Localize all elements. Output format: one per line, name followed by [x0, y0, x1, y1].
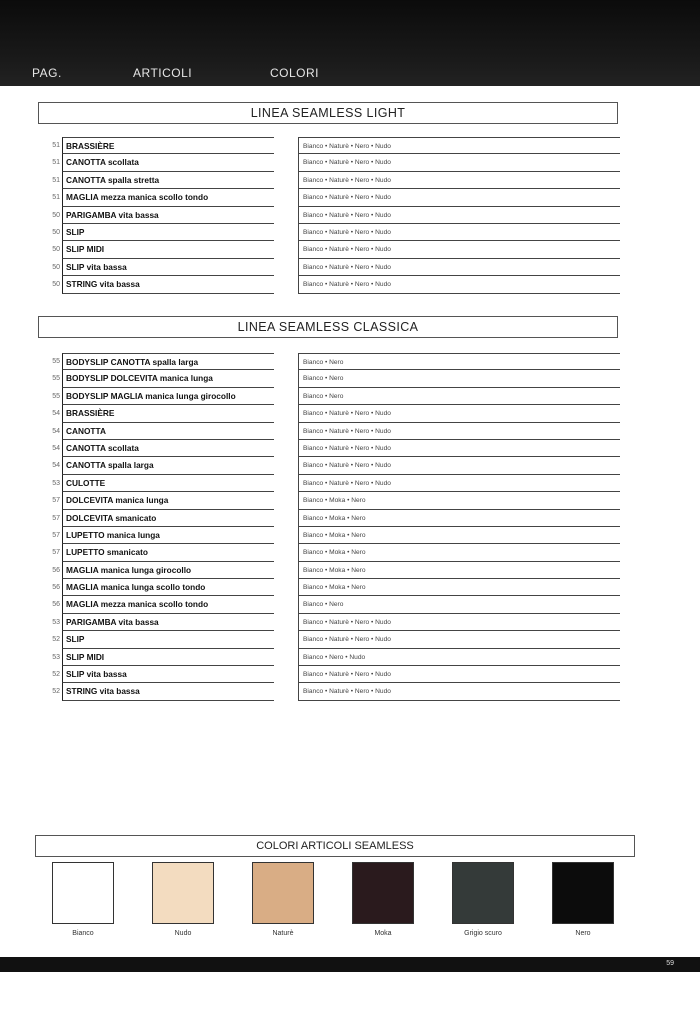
row-article: PARIGAMBA vita bassa — [62, 614, 274, 631]
row-article: CANOTTA spalla larga — [62, 457, 274, 474]
table-row — [38, 353, 620, 370]
table-row — [38, 683, 620, 700]
row-article: DOLCEVITA smanicato — [62, 510, 274, 527]
row-article: CULOTTE — [62, 475, 274, 492]
row-article: BODYSLIP MAGLIA manica lunga girocollo — [62, 388, 274, 405]
row-page: 51 — [52, 176, 60, 184]
color-swatch-label: Bianco — [72, 930, 94, 937]
row-article: CANOTTA scollata — [62, 440, 274, 457]
color-swatch — [352, 862, 414, 924]
row-page: 52 — [52, 688, 60, 696]
row-article: SLIP — [62, 224, 274, 241]
table-row — [38, 492, 620, 509]
row-article: MAGLIA manica lunga scollo tondo — [62, 579, 274, 596]
row-colors: Bianco • Moka • Nero — [298, 579, 620, 596]
row-article: MAGLIA manica lunga girocollo — [62, 562, 274, 579]
row-page: 57 — [52, 514, 60, 522]
row-article: BRASSIÈRE — [62, 405, 274, 422]
row-colors: Bianco • Naturè • Nero • Nudo — [298, 683, 620, 700]
row-page: 57 — [52, 549, 60, 557]
row-page: 50 — [52, 246, 60, 254]
row-colors: Bianco • Naturè • Nero • Nudo — [298, 189, 620, 206]
row-page: 50 — [52, 281, 60, 289]
row-colors: Bianco • Moka • Nero — [298, 544, 620, 561]
row-colors: Bianco • Moka • Nero — [298, 562, 620, 579]
row-article: CANOTTA — [62, 423, 274, 440]
table-row — [38, 631, 620, 648]
color-swatch — [252, 862, 314, 924]
row-page: 56 — [52, 584, 60, 592]
table-classica — [38, 353, 620, 701]
table-row — [38, 189, 620, 206]
row-colors: Bianco • Moka • Nero — [298, 492, 620, 509]
header-articoli: ARTICOLI — [133, 66, 193, 80]
row-article: STRING vita bassa — [62, 276, 274, 293]
row-colors: Bianco • Naturè • Nero • Nudo — [298, 614, 620, 631]
color-swatch-label: Grigio scuro — [464, 930, 502, 937]
table-row — [38, 172, 620, 189]
table-row — [38, 475, 620, 492]
color-swatch — [52, 862, 114, 924]
row-colors: Bianco • Naturè • Nero • Nudo — [298, 259, 620, 276]
row-article: SLIP vita bassa — [62, 259, 274, 276]
color-swatch — [552, 862, 614, 924]
table-row — [38, 510, 620, 527]
row-page: 57 — [52, 531, 60, 539]
row-article: SLIP MIDI — [62, 241, 274, 258]
table-row — [38, 388, 620, 405]
table-row — [38, 207, 620, 224]
row-article: SLIP vita bassa — [62, 666, 274, 683]
row-colors: Bianco • Naturè • Nero • Nudo — [298, 440, 620, 457]
table-row — [38, 276, 620, 293]
table-row — [38, 241, 620, 258]
row-colors: Bianco • Naturè • Nero • Nudo — [298, 137, 620, 154]
section-title-light: LINEA SEAMLESS LIGHT — [38, 102, 618, 124]
section-title-colors: COLORI ARTICOLI SEAMLESS — [35, 835, 635, 857]
table-row — [38, 370, 620, 387]
row-colors: Bianco • Naturè • Nero • Nudo — [298, 224, 620, 241]
table-row — [38, 440, 620, 457]
row-colors: Bianco • Naturè • Nero • Nudo — [298, 631, 620, 648]
row-page: 54 — [52, 427, 60, 435]
color-swatch — [452, 862, 514, 924]
row-page: 55 — [52, 358, 60, 365]
table-row — [38, 596, 620, 613]
table-row — [38, 423, 620, 440]
row-page: 55 — [52, 392, 60, 400]
row-colors: Bianco • Naturè • Nero • Nudo — [298, 475, 620, 492]
row-article: CANOTTA scollata — [62, 154, 274, 171]
page-number: 59 — [666, 960, 674, 967]
row-article: LUPETTO smanicato — [62, 544, 274, 561]
color-swatch-label: Moka — [374, 930, 392, 937]
table-row — [38, 405, 620, 422]
row-article: BODYSLIP CANOTTA spalla larga — [62, 353, 274, 370]
row-colors: Bianco • Naturè • Nero • Nudo — [298, 457, 620, 474]
row-page: 54 — [52, 462, 60, 470]
table-row — [38, 259, 620, 276]
row-article: PARIGAMBA vita bassa — [62, 207, 274, 224]
row-page: 53 — [52, 653, 60, 661]
table-row — [38, 562, 620, 579]
row-colors: Bianco • Moka • Nero — [298, 510, 620, 527]
row-colors: Bianco • Naturè • Nero • Nudo — [298, 666, 620, 683]
row-colors: Bianco • Naturè • Nero • Nudo — [298, 241, 620, 258]
row-article: STRING vita bassa — [62, 683, 274, 700]
row-page: 52 — [52, 671, 60, 679]
row-colors: Bianco • Naturè • Nero • Nudo — [298, 172, 620, 189]
row-colors: Bianco • Nero — [298, 388, 620, 405]
row-colors: Bianco • Naturè • Nero • Nudo — [298, 276, 620, 293]
row-page: 56 — [52, 601, 60, 609]
row-page: 50 — [52, 228, 60, 236]
row-colors: Bianco • Naturè • Nero • Nudo — [298, 207, 620, 224]
row-page: 55 — [52, 375, 60, 383]
section-title-classica: LINEA SEAMLESS CLASSICA — [38, 316, 618, 338]
header-bar — [0, 0, 700, 86]
header-colori: COLORI — [270, 66, 320, 80]
row-article: BRASSIÈRE — [62, 137, 274, 154]
header-pag: PAG. — [32, 66, 62, 80]
row-colors: Bianco • Moka • Nero — [298, 527, 620, 544]
row-page: 56 — [52, 566, 60, 574]
table-row — [38, 137, 620, 154]
row-article: MAGLIA mezza manica scollo tondo — [62, 189, 274, 206]
color-swatch-label: Nudo — [174, 930, 192, 937]
table-row — [38, 649, 620, 666]
table-row — [38, 614, 620, 631]
row-colors: Bianco • Nero — [298, 596, 620, 613]
table-row — [38, 579, 620, 596]
row-colors: Bianco • Nero — [298, 353, 620, 370]
row-colors: Bianco • Nero • Nudo — [298, 649, 620, 666]
table-row — [38, 224, 620, 241]
table-light — [38, 137, 620, 294]
row-article: BODYSLIP DOLCEVITA manica lunga — [62, 370, 274, 387]
row-page: 51 — [52, 159, 60, 167]
row-page: 53 — [52, 479, 60, 487]
footer-bar — [0, 957, 700, 972]
row-article: LUPETTO manica lunga — [62, 527, 274, 544]
row-article: DOLCEVITA manica lunga — [62, 492, 274, 509]
row-page: 50 — [52, 263, 60, 271]
row-page: 51 — [52, 142, 60, 149]
row-article: MAGLIA mezza manica scollo tondo — [62, 596, 274, 613]
row-page: 57 — [52, 497, 60, 505]
row-colors: Bianco • Naturè • Nero • Nudo — [298, 154, 620, 171]
row-page: 51 — [52, 194, 60, 202]
row-page: 54 — [52, 410, 60, 418]
table-row — [38, 527, 620, 544]
row-article: SLIP — [62, 631, 274, 648]
table-row — [38, 544, 620, 561]
row-colors: Bianco • Naturè • Nero • Nudo — [298, 423, 620, 440]
color-swatch-label: Nero — [575, 930, 591, 937]
color-swatch — [152, 862, 214, 924]
table-row — [38, 154, 620, 171]
table-row — [38, 666, 620, 683]
table-row — [38, 457, 620, 474]
row-page: 53 — [52, 618, 60, 626]
row-page: 50 — [52, 211, 60, 219]
color-swatch-label: Naturè — [272, 930, 294, 937]
row-colors: Bianco • Nero — [298, 370, 620, 387]
row-colors: Bianco • Naturè • Nero • Nudo — [298, 405, 620, 422]
row-page: 54 — [52, 444, 60, 452]
row-page: 52 — [52, 636, 60, 644]
row-article: SLIP MIDI — [62, 649, 274, 666]
row-article: CANOTTA spalla stretta — [62, 172, 274, 189]
